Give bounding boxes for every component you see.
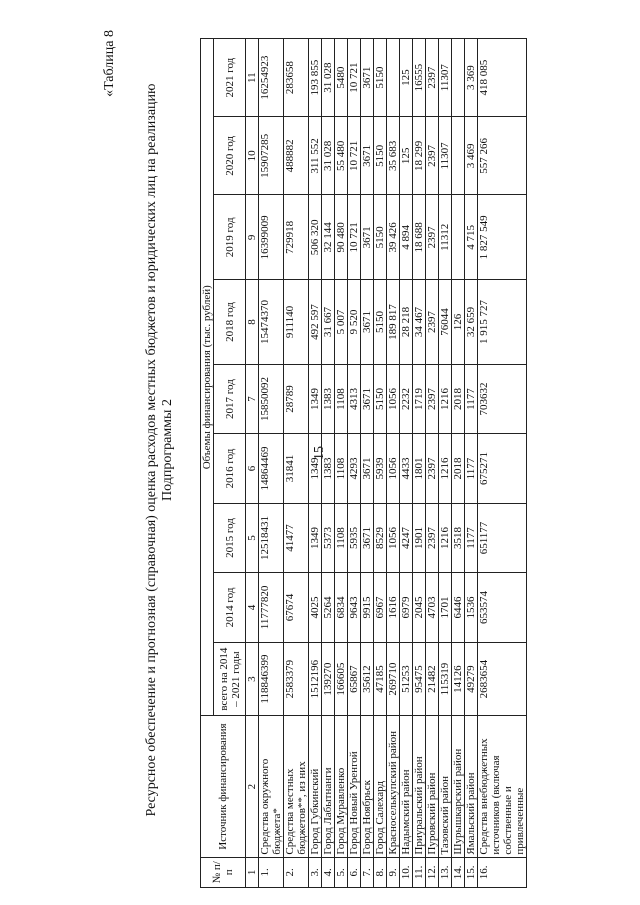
row-value: 1 915 727	[478, 280, 527, 365]
row-value: 139270	[322, 642, 335, 716]
row-number: 9.	[387, 857, 400, 887]
row-value: 3671	[361, 195, 374, 280]
row-value: 16254923	[259, 39, 284, 117]
row-value: 31 028	[322, 39, 335, 117]
row-source-name: Город Губкинский	[309, 716, 322, 857]
row-value: 1901	[413, 503, 426, 572]
header-volumes: Объемы финансирования (тыс. рублей)	[201, 39, 214, 717]
row-number: 7.	[361, 857, 374, 887]
row-value: 2683654	[478, 642, 527, 716]
row-value: 49279	[465, 642, 478, 716]
column-number: 2	[246, 716, 259, 857]
row-value: 11777820	[259, 573, 284, 642]
row-value: 28789	[284, 364, 309, 433]
row-value: 4 894	[400, 195, 413, 280]
row-value: 5264	[322, 573, 335, 642]
row-value: 18 688	[413, 195, 426, 280]
row-value: 4 715	[465, 195, 478, 280]
row-number: 16.	[478, 857, 527, 887]
column-number: 1	[246, 857, 259, 887]
row-value: 1108	[335, 434, 348, 503]
row-value: 1719	[413, 364, 426, 433]
table-row	[322, 39, 335, 888]
row-value: 1056	[387, 434, 400, 503]
row-source-name: Город Лабытнанги	[322, 716, 335, 857]
table-row	[452, 39, 465, 888]
row-value: 5150	[374, 195, 387, 280]
row-value: 5150	[374, 117, 387, 195]
table-row	[413, 39, 426, 888]
row-value: 95475	[413, 642, 426, 716]
row-value: 39 426	[387, 195, 400, 280]
row-value: 2397	[426, 117, 439, 195]
row-source-name: Красноселькупский район	[387, 716, 400, 857]
row-value: 5150	[374, 364, 387, 433]
financing-table	[200, 38, 527, 888]
row-value: 41477	[284, 503, 309, 572]
row-number: 2.	[284, 857, 309, 887]
row-value: 1616	[387, 573, 400, 642]
row-value: 6967	[374, 573, 387, 642]
row-value: 14864469	[259, 434, 284, 503]
row-value: 90 480	[335, 195, 348, 280]
table-row	[439, 39, 452, 888]
row-value: 115319	[439, 642, 452, 716]
table-row	[348, 39, 361, 888]
row-value: 269710	[387, 642, 400, 716]
row-value: 4025	[309, 573, 322, 642]
row-value: 1383	[322, 364, 335, 433]
row-value: 1536	[465, 573, 478, 642]
row-value: 15850092	[259, 364, 284, 433]
row-value: 5 007	[335, 280, 348, 365]
row-value	[452, 117, 465, 195]
financing-table-wrapper	[200, 38, 526, 888]
document-title	[144, 20, 176, 880]
column-number: 4	[246, 573, 259, 642]
table-row	[259, 39, 284, 888]
header-total: всего на 2014 – 2021 годы	[214, 642, 246, 716]
row-value: 4433	[400, 434, 413, 503]
row-number: 6.	[348, 857, 361, 887]
row-value: 3671	[361, 434, 374, 503]
header-source: Источник финансирования	[201, 716, 246, 857]
row-value: 10 721	[348, 117, 361, 195]
table-row	[465, 39, 478, 888]
row-value: 1349	[309, 503, 322, 572]
row-source-name: Средства внебюджетных источников (включая собственные и привлеченные	[478, 716, 527, 857]
row-value: 1216	[439, 364, 452, 433]
table-label: «Таблица 8	[102, 30, 117, 97]
row-value: 14126	[452, 642, 465, 716]
heading-block	[102, 20, 202, 880]
row-value: 65867	[348, 642, 361, 716]
title-line-1: Ресурсное обеспечение и прогнозная (справочная) оценка расходов местных бюджетов и юридических лиц на реализацию	[144, 83, 159, 817]
row-value: 1216	[439, 434, 452, 503]
row-value: 418 085	[478, 39, 527, 117]
row-value: 6979	[400, 573, 413, 642]
table-body	[259, 39, 527, 888]
row-source-name: Приуральский район	[413, 716, 426, 857]
row-number: 11.	[413, 857, 426, 887]
row-value: 703632	[478, 364, 527, 433]
row-value: 9 520	[348, 280, 361, 365]
row-value: 2018	[452, 364, 465, 433]
row-value: 2397	[426, 503, 439, 572]
row-value: 1512196	[309, 642, 322, 716]
row-value: 47185	[374, 642, 387, 716]
row-value: 4703	[426, 573, 439, 642]
row-value: 3671	[361, 117, 374, 195]
header-year-2015: 2015 год	[214, 503, 246, 572]
row-value: 1177	[465, 364, 478, 433]
column-number-row	[246, 39, 259, 888]
row-value: 1383	[322, 434, 335, 503]
row-value: 35612	[361, 642, 374, 716]
row-value: 4247	[400, 503, 413, 572]
page-number-text: 15	[312, 446, 327, 460]
header-year-2014: 2014 год	[214, 573, 246, 642]
header-year-2018: 2018 год	[214, 280, 246, 365]
table-row	[361, 39, 374, 888]
row-source-name: Надымский район	[400, 716, 413, 857]
table-row	[284, 39, 309, 888]
row-value: 1216	[439, 503, 452, 572]
row-value: 2397	[426, 434, 439, 503]
row-value: 16555	[413, 39, 426, 117]
row-value: 32 659	[465, 280, 478, 365]
row-value: 311 552	[309, 117, 322, 195]
row-value: 2397	[426, 195, 439, 280]
row-value: 1 827 549	[478, 195, 527, 280]
table-row	[426, 39, 439, 888]
row-number: 3.	[309, 857, 322, 887]
row-value: 2232	[400, 364, 413, 433]
row-value: 10 721	[348, 39, 361, 117]
header-year-2020: 2020 год	[214, 117, 246, 195]
column-number: 7	[246, 364, 259, 433]
header-year-2021: 2021 год	[214, 39, 246, 117]
row-value: 34 467	[413, 280, 426, 365]
row-value: 5480	[335, 39, 348, 117]
row-number: 1.	[259, 857, 284, 887]
row-number: 15.	[465, 857, 478, 887]
row-source-name: Город Муравленко	[335, 716, 348, 857]
row-value: 76044	[439, 280, 452, 365]
header-year-2017: 2017 год	[214, 364, 246, 433]
row-value: 1056	[387, 503, 400, 572]
row-value: 11307	[439, 39, 452, 117]
row-value: 1108	[335, 503, 348, 572]
header-year-2019: 2019 год	[214, 195, 246, 280]
row-value: 1801	[413, 434, 426, 503]
row-value: 15474370	[259, 280, 284, 365]
row-value: 28 218	[400, 280, 413, 365]
row-value: 32 144	[322, 195, 335, 280]
title-line-2: Подпрограммы 2	[160, 399, 175, 501]
row-value: 8529	[374, 503, 387, 572]
row-value: 2397	[426, 280, 439, 365]
row-value: 16399009	[259, 195, 284, 280]
row-source-name: Средства окружного бюджета*	[259, 716, 284, 857]
row-value: 5935	[348, 503, 361, 572]
row-value: 166605	[335, 642, 348, 716]
row-value: 557 266	[478, 117, 527, 195]
column-number: 5	[246, 503, 259, 572]
row-value: 1108	[335, 364, 348, 433]
row-value: 653574	[478, 573, 527, 642]
row-value: 11312	[439, 195, 452, 280]
table-row	[335, 39, 348, 888]
row-value: 5150	[374, 280, 387, 365]
column-number: 11	[246, 39, 259, 117]
row-number: 12.	[426, 857, 439, 887]
row-value: 5373	[322, 503, 335, 572]
row-number: 4.	[322, 857, 335, 887]
row-value: 55 480	[335, 117, 348, 195]
row-value: 3671	[361, 280, 374, 365]
row-value: 1177	[465, 503, 478, 572]
row-value: 4313	[348, 364, 361, 433]
row-value: 651177	[478, 503, 527, 572]
row-value: 2045	[413, 573, 426, 642]
row-source-name: Тазовский район	[439, 716, 452, 857]
row-value: 51253	[400, 642, 413, 716]
row-value: 2397	[426, 39, 439, 117]
table-row	[478, 39, 527, 888]
row-value: 31841	[284, 434, 309, 503]
row-value: 31 667	[322, 280, 335, 365]
row-number: 13.	[439, 857, 452, 887]
header-num: № п/п	[201, 857, 246, 887]
row-number: 8.	[374, 857, 387, 887]
row-value: 3671	[361, 364, 374, 433]
row-value	[387, 39, 400, 117]
row-value	[452, 39, 465, 117]
table-row	[374, 39, 387, 888]
row-source-name: Город Новый Уренгой	[348, 716, 361, 857]
row-value: 506 320	[309, 195, 322, 280]
row-value: 729918	[284, 195, 309, 280]
row-value: 189 817	[387, 280, 400, 365]
row-value: 283658	[284, 39, 309, 117]
row-value: 3 369	[465, 39, 478, 117]
row-value: 125	[400, 117, 413, 195]
row-number: 5.	[335, 857, 348, 887]
row-value: 3671	[361, 503, 374, 572]
row-value: 911140	[284, 280, 309, 365]
row-value: 15907285	[259, 117, 284, 195]
column-number: 10	[246, 117, 259, 195]
row-value: 2018	[452, 434, 465, 503]
row-number: 14.	[452, 857, 465, 887]
row-value: 18 299	[413, 117, 426, 195]
row-value: 35 683	[387, 117, 400, 195]
row-number: 10.	[400, 857, 413, 887]
row-value: 5150	[374, 39, 387, 117]
row-value: 2583379	[284, 642, 309, 716]
row-value: 675271	[478, 434, 527, 503]
row-value: 1349	[309, 434, 322, 503]
row-value: 492 597	[309, 280, 322, 365]
table-row	[400, 39, 413, 888]
row-value: 1701	[439, 573, 452, 642]
row-value: 126	[452, 280, 465, 365]
row-source-name: Шурышкарский район	[452, 716, 465, 857]
row-value: 21482	[426, 642, 439, 716]
row-source-name: Город Салехард	[374, 716, 387, 857]
row-value: 1056	[387, 364, 400, 433]
column-number: 6	[246, 434, 259, 503]
row-value: 4293	[348, 434, 361, 503]
row-source-name: Пуровский район	[426, 716, 439, 857]
column-number: 9	[246, 195, 259, 280]
row-value: 3 469	[465, 117, 478, 195]
row-value	[452, 195, 465, 280]
row-value: 3671	[361, 39, 374, 117]
row-value: 6834	[335, 573, 348, 642]
row-source-name: Город Ноябрьск	[361, 716, 374, 857]
row-value: 10 721	[348, 195, 361, 280]
row-value: 3518	[452, 503, 465, 572]
row-value: 193 855	[309, 39, 322, 117]
row-value: 5939	[374, 434, 387, 503]
row-value: 125	[400, 39, 413, 117]
column-number: 8	[246, 280, 259, 365]
row-value: 9915	[361, 573, 374, 642]
row-source-name: Ямальский район	[465, 716, 478, 857]
table-row	[387, 39, 400, 888]
column-number: 3	[246, 642, 259, 716]
row-value: 488882	[284, 117, 309, 195]
row-value: 9643	[348, 573, 361, 642]
row-value: 6446	[452, 573, 465, 642]
row-value: 2397	[426, 364, 439, 433]
row-value: 1177	[465, 434, 478, 503]
row-value: 118846399	[259, 642, 284, 716]
row-value: 11307	[439, 117, 452, 195]
row-value: 1349	[309, 364, 322, 433]
row-source-name: Средства местных бюджетов**, из них	[284, 716, 309, 857]
row-value: 12518431	[259, 503, 284, 572]
table-row	[309, 39, 322, 888]
row-value: 67674	[284, 573, 309, 642]
row-value: 31 028	[322, 117, 335, 195]
header-year-2016: 2016 год	[214, 434, 246, 503]
